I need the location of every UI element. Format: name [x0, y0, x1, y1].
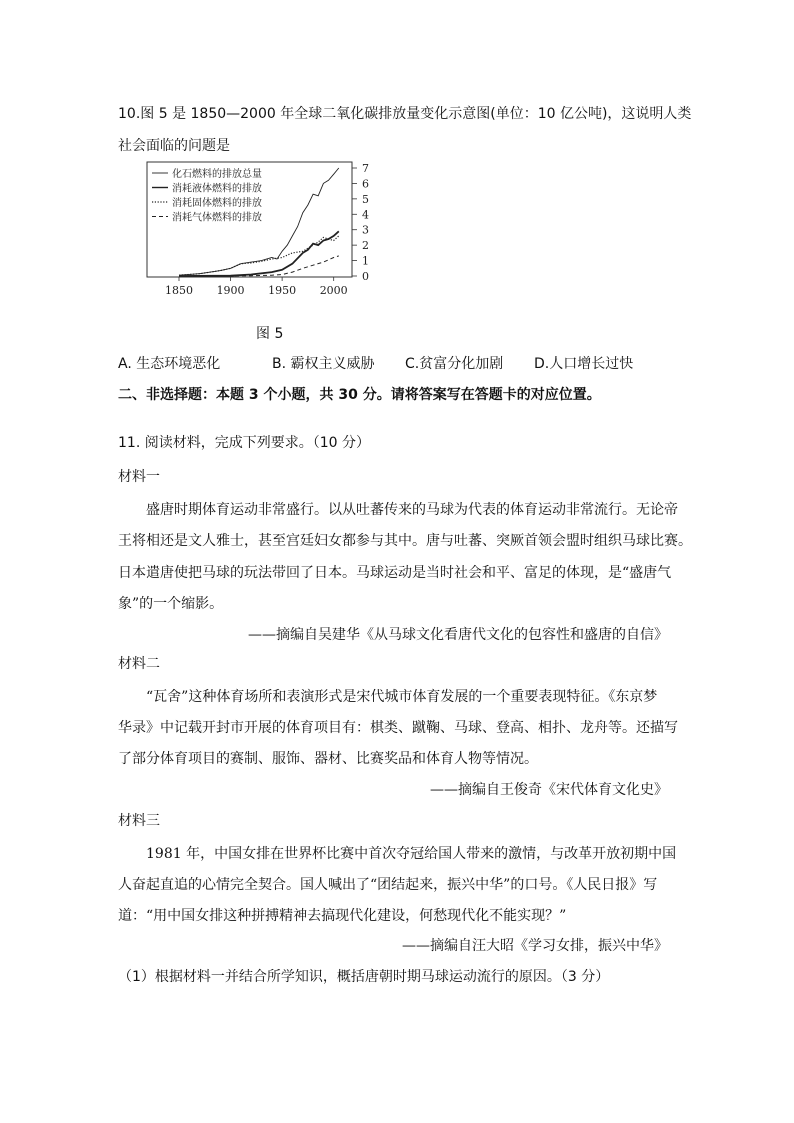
y-tick-label: 7 — [362, 162, 369, 175]
material-1-label: 材料一 — [118, 469, 160, 485]
y-tick-label: 2 — [362, 239, 369, 253]
material-3-source: ——摘编自汪大昭《学习女排，振兴中华》 — [402, 938, 668, 954]
y-axis-ticks — [352, 162, 369, 283]
legend-label: 化石燃料的排放总量 — [172, 169, 262, 180]
x-tick-label: 1950 — [268, 284, 297, 297]
x-tick-label: 2000 — [319, 284, 348, 297]
y-tick-label: 3 — [362, 223, 369, 237]
material-2-label: 材料二 — [118, 656, 160, 672]
material-3-line: 人奋起直追的心情完全契合。国人喊出了“团结起来，振兴中华”的口号。《人民日报》写 — [118, 877, 658, 893]
y-tick-label: 6 — [362, 177, 369, 191]
material-2-line: 了部分体育项目的赛制、服饰、器材、比赛奖品和体育人物等情况。 — [118, 751, 538, 767]
q10-stem-line1: 10.图 5 是 1850—2000 年全球二氧化碳排放量变化示意图(单位：10 亿公吨)，这说明人类 — [118, 106, 692, 122]
y-tick-label: 1 — [362, 254, 369, 268]
material-2-line: 华录》中记载开封市开展的体育项目有：棋类、蹴鞠、马球、登高、相扑、龙舟等。还描写 — [118, 720, 678, 736]
material-1-line: 王将相还是文人雅士，甚至宫廷妇女都参与其中。唐与吐蕃、突厥首领会盟时组织马球比赛。 — [118, 533, 692, 549]
figure-caption: 图 5 — [256, 326, 284, 342]
legend-label: 消耗固体燃料的排放 — [172, 198, 262, 209]
y-tick-label: 5 — [362, 192, 369, 206]
chart-legend — [152, 167, 262, 224]
legend-label: 消耗液体燃料的排放 — [172, 183, 262, 195]
co2-emissions-chart — [144, 158, 380, 300]
y-tick-label: 4 — [362, 208, 369, 222]
x-tick-label: 1900 — [216, 284, 245, 297]
option-a: A. 生态环境恶化 — [118, 356, 221, 372]
series-line-3 — [179, 236, 339, 275]
series-line-2 — [179, 231, 339, 276]
material-2-source: ——摘编自王俊奇《宋代体育文化史》 — [430, 782, 668, 798]
section-heading: 二、非选择题：本题 3 个小题，共 30 分。请将答案写在答题卡的对应位置。 — [118, 387, 601, 403]
material-2-line: “瓦舍”这种体育场所和表演形式是宋代城市体育发展的一个重要表现特征。《东京梦 — [146, 689, 658, 705]
q10-stem-line2: 社会面临的问题是 — [118, 138, 230, 154]
x-tick-label: 1850 — [165, 284, 193, 297]
material-1-line: 日本遣唐使把马球的玩法带回了日本。马球运动是当时社会和平、富足的体现，是“盛唐气 — [118, 565, 672, 581]
material-1-line: 象”的一个缩影。 — [118, 596, 224, 612]
material-3-line: 道：“用中国女排这种拼搏精神去搞现代化建设，何愁现代化不能实现？” — [118, 908, 567, 924]
material-1-source: ——摘编自吴建华《从马球文化看唐代文化的包容性和盛唐的自信》 — [248, 627, 668, 643]
q11-subquestion-1: （1）根据材料一并结合所学知识，概括唐朝时期马球运动流行的原因。（3 分） — [118, 969, 610, 985]
option-c: C.贫富分化加剧 — [405, 356, 504, 372]
q11-title: 11. 阅读材料，完成下列要求。（10 分） — [118, 435, 370, 451]
y-tick-label: 0 — [362, 270, 369, 283]
material-3-label: 材料三 — [118, 813, 160, 829]
material-1-line: 盛唐时期体育运动非常盛行。以从吐蕃传来的马球为代表的体育运动非常流行。无论帝 — [146, 502, 678, 518]
option-b: B. 霸权主义威胁 — [272, 356, 375, 372]
option-d: D.人口增长过快 — [534, 356, 634, 372]
legend-label: 消耗气体燃料的排放 — [172, 212, 262, 224]
material-3-line: 1981 年，中国女排在世界杯比赛中首次夺冠给国人带来的激情，与改革开放初期中国 — [146, 846, 677, 862]
x-axis-ticks — [165, 277, 348, 297]
